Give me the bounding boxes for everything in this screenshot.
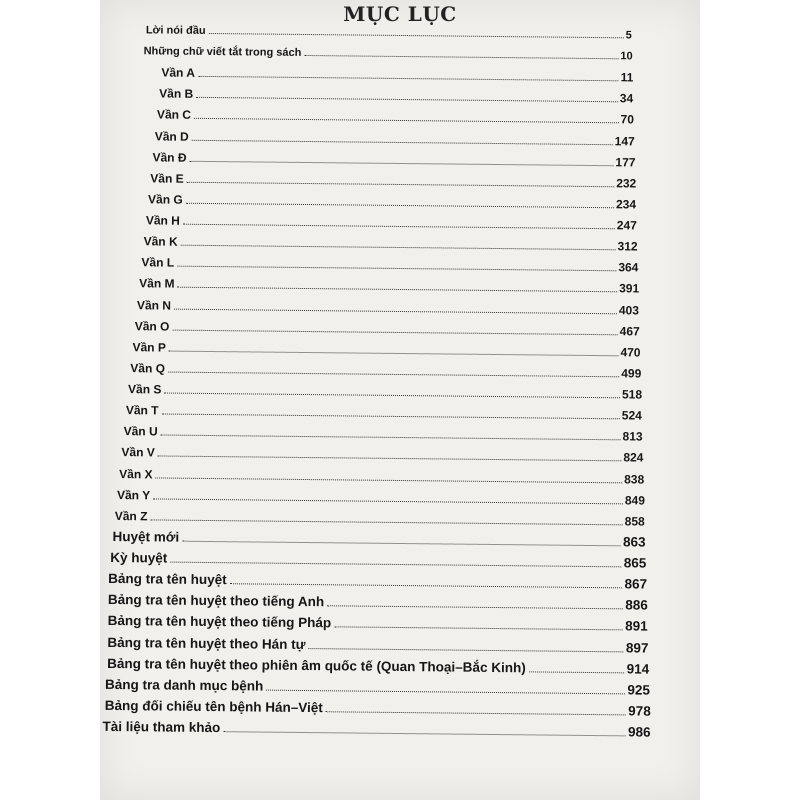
toc-entry-label: Vần A	[161, 65, 196, 80]
dot-leader	[327, 605, 623, 609]
dot-leader	[172, 330, 617, 336]
toc-entry-label: Vần P	[132, 340, 166, 355]
toc-entry	[124, 424, 643, 443]
toc-entry-page-number: 865	[623, 554, 647, 571]
dot-leader	[192, 140, 613, 145]
toc-entry-page-number: 11	[620, 70, 634, 85]
toc-entry-label: Vần O	[134, 319, 170, 334]
toc-entry-page-number: 891	[625, 617, 648, 634]
toc-entry-label: Vần E	[150, 171, 184, 186]
toc-entry	[128, 382, 642, 401]
toc-entry-page-number: 234	[615, 197, 637, 212]
dot-leader	[196, 97, 618, 102]
toc-entry	[110, 549, 646, 570]
dot-leader	[174, 309, 617, 315]
toc-entry-page-number: 518	[621, 387, 643, 402]
toc-entry-label: Vần Z	[114, 509, 148, 524]
toc-entry-page-number: 978	[628, 702, 651, 719]
toc-entry	[144, 45, 633, 62]
toc-entry-label: Vần G	[148, 192, 183, 207]
toc-entry-page-number: 849	[624, 493, 646, 508]
toc-entry-page-number: 247	[616, 218, 637, 233]
toc-entry-label: Bảng tra tên huyệt theo phiên âm quốc tế (Quan Thoại–Bắc Kinh)	[107, 655, 526, 675]
toc-entry-label: Vần N	[136, 298, 172, 313]
toc-entry-label: Vần M	[139, 276, 175, 291]
dot-leader	[266, 689, 625, 694]
toc-entry	[102, 718, 650, 739]
toc-entry-page-number: 838	[624, 472, 645, 487]
toc-entry-page-number: 914	[626, 660, 650, 677]
dot-leader	[326, 711, 626, 715]
toc-entry	[135, 319, 640, 338]
toc-entry-label: Vần B	[159, 86, 194, 101]
dot-leader	[162, 414, 620, 420]
dot-leader	[158, 455, 622, 461]
toc-entry-label: Những chữ viết tắt trong sách	[143, 45, 302, 59]
dot-leader	[153, 498, 623, 504]
toc-entry-label: Vần V	[121, 445, 155, 460]
toc-entry-page-number: 813	[622, 429, 643, 444]
dot-leader	[230, 583, 623, 588]
toc-entry	[115, 509, 645, 529]
dot-leader	[187, 182, 615, 187]
toc-entry	[157, 107, 634, 126]
toc-entry-page-number: 470	[620, 345, 641, 360]
toc-entry-page-number: 403	[618, 303, 640, 318]
dot-leader	[181, 245, 616, 251]
toc-entry	[107, 634, 648, 655]
dot-leader	[177, 266, 616, 272]
toc-entry-page-number: 524	[621, 408, 642, 423]
dot-leader	[223, 731, 626, 736]
toc-entry	[141, 255, 638, 274]
toc-entry-label: Vần L	[141, 255, 175, 270]
toc-entry	[161, 65, 633, 84]
toc-entry-page-number: 147	[614, 134, 635, 149]
toc-entry	[146, 213, 637, 232]
toc-entry-page-number: 70	[620, 112, 635, 127]
dot-leader	[150, 519, 622, 525]
toc-entry-page-number: 391	[619, 281, 640, 296]
toc-entry-page-number: 467	[619, 324, 640, 339]
toc-entry-page-number: 986	[627, 723, 651, 740]
toc-entry-label: Vần S	[128, 382, 162, 397]
toc-entry	[105, 697, 651, 718]
dot-leader	[170, 561, 621, 567]
toc-entry-page-number: 10	[620, 50, 633, 63]
toc-entry	[117, 488, 645, 508]
toc-entry-page-number: 863	[622, 533, 646, 550]
toc-entry	[105, 676, 650, 697]
page-title: MỤC LỤC	[343, 2, 457, 26]
dot-leader	[189, 161, 613, 166]
toc-entry-page-number: 867	[624, 575, 648, 592]
toc-entry-page-number: 364	[618, 260, 639, 275]
toc-entry-page-number: 886	[625, 596, 648, 613]
toc-entry-label: Bảng tra tên huyệt theo Hán tự	[107, 634, 306, 652]
toc-entry	[130, 361, 641, 380]
toc-entry	[150, 171, 636, 190]
toc-entry	[132, 340, 640, 359]
toc-entry-label: Bảng tra danh mục bệnh	[104, 676, 264, 694]
toc-entry-label: Vần D	[154, 129, 189, 144]
toc-entry	[159, 86, 633, 105]
toc-entry	[155, 129, 635, 148]
toc-entry	[107, 655, 649, 676]
dot-leader	[169, 351, 619, 357]
toc-entry-page-number: 824	[623, 450, 644, 465]
dot-leader	[168, 372, 619, 378]
toc-entry-label: Vần Y	[116, 488, 151, 503]
toc-entry	[119, 467, 644, 486]
toc-entry	[108, 612, 648, 633]
toc-entry-page-number: 232	[616, 176, 637, 191]
toc-entry-label: Vần Đ	[152, 150, 187, 165]
toc-entry-label: Vần C	[156, 107, 192, 122]
toc-entry	[108, 570, 647, 591]
toc-entry	[112, 528, 645, 549]
dot-leader	[194, 118, 619, 123]
toc-entry	[152, 150, 635, 169]
toc-entry-page-number: 897	[625, 639, 649, 656]
toc-entry-label: Kỳ huyệt	[110, 549, 168, 566]
toc-entry-label: Vần H	[145, 213, 180, 228]
toc-entry-label: Vần U	[123, 424, 158, 439]
dot-leader	[161, 434, 621, 440]
toc-entry-page-number: 177	[615, 155, 636, 170]
dot-leader	[156, 477, 623, 483]
toc-entry	[144, 234, 638, 253]
toc-entry-label: Vần Q	[130, 361, 166, 376]
toc-entry-label: Lời nói đầu	[145, 24, 206, 37]
dot-leader	[186, 203, 614, 208]
toc-entry-label: Vần K	[143, 234, 178, 249]
dot-leader	[529, 671, 625, 673]
dot-leader	[164, 393, 620, 399]
toc-entry-label: Huyệt mới	[112, 528, 180, 545]
toc-entry	[126, 403, 642, 422]
dot-leader	[198, 76, 619, 81]
toc-entry-label: Vần X	[119, 467, 153, 482]
toc-entry	[108, 591, 648, 612]
toc-entry-page-number: 858	[624, 514, 645, 529]
toc-entry	[146, 24, 632, 41]
toc-entry	[137, 298, 639, 317]
toc-entry-page-number: 499	[621, 366, 642, 381]
toc-entry-label: Bảng tra tên huyệt	[108, 570, 227, 587]
toc-entry-label: Vần T	[125, 403, 159, 418]
toc-entry-label: Bảng đối chiếu tên bệnh Hán–Việt	[104, 697, 323, 715]
toc-entry-page-number: 34	[619, 91, 634, 106]
toc-entry	[121, 445, 643, 464]
toc-entry-page-number: 312	[617, 239, 638, 254]
dot-leader	[308, 648, 623, 652]
dot-leader	[178, 287, 618, 293]
toc-entry-page-number: 925	[627, 681, 651, 698]
dot-leader	[183, 224, 615, 230]
toc-entry	[148, 192, 636, 211]
dot-leader	[209, 33, 624, 38]
toc-entry-label: Tài liệu tham khảo	[102, 718, 221, 735]
dot-leader	[304, 55, 618, 59]
toc-entry-label: Bảng tra tên huyệt theo tiếng Pháp	[107, 612, 332, 630]
toc-entry-label: Bảng tra tên huyệt theo tiếng Anh	[107, 591, 325, 609]
toc-entry	[139, 276, 639, 295]
dot-leader	[334, 626, 623, 630]
dot-leader	[182, 540, 621, 546]
toc-entry-page-number: 5	[625, 29, 632, 42]
